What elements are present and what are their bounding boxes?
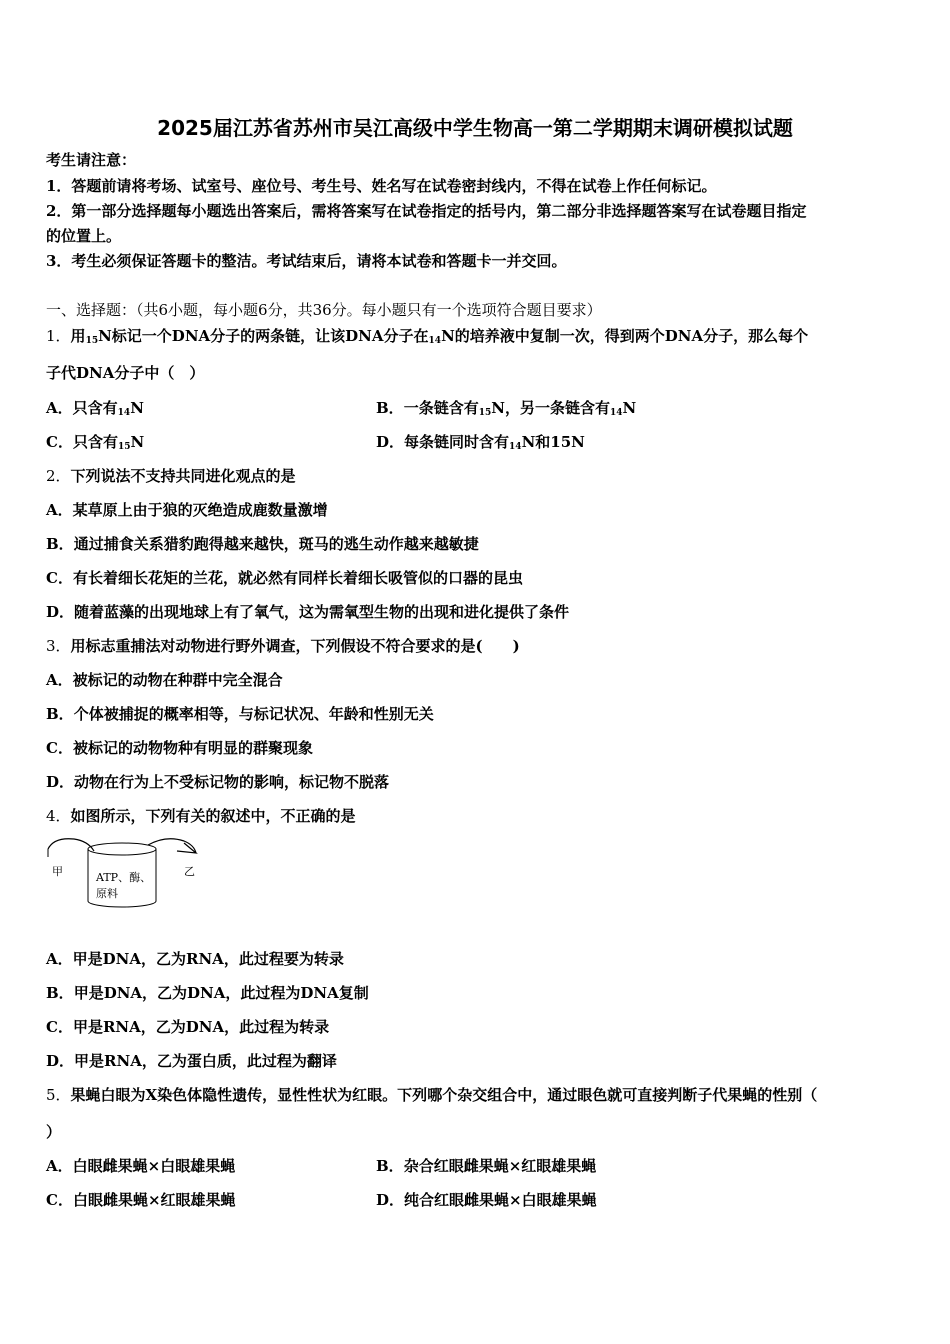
q1-option-b[interactable]: B．一条链含有$_{15}$N，另一条链含有$_{14}$N bbox=[376, 399, 637, 418]
question-5-stem: 5．果蝇白眼为X染色体隐性遗传，显性性状为红眼。下列哪个杂交组合中，通过眼色就可直接判断子代果蝇的性别（ bbox=[46, 1086, 818, 1104]
question-1-stem: 1．用$_{15}$N标记一个DNA分子的两条链，让该DNA分子在$_{14}$N的培养液中复制一次，得到两个DNA分子，那么每个 bbox=[46, 327, 809, 346]
notice-item: 1．答题前请将考场、试室号、座位号、考生号、姓名写在试卷密封线内，不得在试卷上作任何标记。 bbox=[46, 177, 717, 195]
q2-option-a[interactable]: A．某草原上由于狼的灭绝造成鹿数量激增 bbox=[46, 501, 328, 519]
question-4-stem: 4．如图所示，下列有关的叙述中，不正确的是 bbox=[46, 807, 356, 825]
q3-option-d[interactable]: D．动物在行为上不受标记物的影响，标记物不脱落 bbox=[46, 773, 390, 791]
question-2-stem: 2．下列说法不支持共同进化观点的是 bbox=[46, 467, 296, 485]
page-title: 2025届江苏省苏州市吴江高级中学生物高一第二学期期末调研模拟试题 bbox=[157, 116, 793, 140]
q2-option-b[interactable]: B．通过捕食关系猎豹跑得越来越快，斑马的逃生动作越来越敏捷 bbox=[46, 535, 479, 553]
q4-option-c[interactable]: C．甲是RNA，乙为DNA，此过程为转录 bbox=[46, 1018, 330, 1036]
notice-heading: 考生请注意： bbox=[46, 151, 137, 169]
process-diagram bbox=[44, 835, 214, 915]
section-heading: 一、选择题：（共6小题，每小题6分，共36分。每小题只有一个选项符合题目要求） bbox=[46, 301, 602, 319]
q3-option-b[interactable]: B．个体被捕捉的概率相等，与标记状况、年龄和性别无关 bbox=[46, 705, 434, 723]
q1-option-c[interactable]: C．只含有$_{15}$N bbox=[46, 433, 145, 452]
diagram-left-label: 甲 bbox=[52, 865, 63, 878]
diagram-inner-line2: 原料 bbox=[96, 887, 118, 900]
q1-option-d[interactable]: D．每条链同时含有$_{14}$N和15N bbox=[376, 433, 585, 452]
q3-option-c[interactable]: C．被标记的动物物种有明显的群聚现象 bbox=[46, 739, 313, 757]
question-number: 1． bbox=[46, 327, 71, 345]
q1-option-a[interactable]: A．只含有$_{14}$N bbox=[46, 399, 144, 418]
q5-option-a[interactable]: A．白眼雌果蝇×白眼雄果蝇 bbox=[46, 1157, 236, 1175]
notice-item: 2．第一部分选择题每小题选出答案后，需将答案写在试卷指定的括号内，第二部分非选择题答案写在试卷题目指定 bbox=[46, 202, 807, 220]
notice-item: 3．考生必须保证答题卡的整洁。考试结束后，请将本试卷和答题卡一并交回。 bbox=[46, 252, 567, 270]
q4-option-b[interactable]: B．甲是DNA，乙为DNA，此过程为DNA复制 bbox=[46, 984, 369, 1002]
q4-option-d[interactable]: D．甲是RNA，乙为蛋白质，此过程为翻译 bbox=[46, 1052, 337, 1070]
q3-option-a[interactable]: A．被标记的动物在种群中完全混合 bbox=[46, 671, 283, 689]
diagram-inner-line1: ATP、酶、 bbox=[96, 871, 152, 884]
q5-option-b[interactable]: B．杂合红眼雌果蝇×红眼雄果蝇 bbox=[376, 1157, 597, 1175]
q2-option-d[interactable]: D．随着蓝藻的出现地球上有了氧气，这为需氧型生物的出现和进化提供了条件 bbox=[46, 603, 570, 621]
q4-option-a[interactable]: A．甲是DNA，乙为RNA，此过程要为转录 bbox=[46, 950, 344, 968]
q5-option-c[interactable]: C．白眼雌果蝇×红眼雄果蝇 bbox=[46, 1191, 236, 1209]
notice-item: 的位置上。 bbox=[46, 227, 122, 245]
question-1-stem-cont: 子代DNA分子中（ ） bbox=[46, 364, 205, 382]
q2-option-c[interactable]: C．有长着细长花矩的兰花，就必然有同样长着细长吸管似的口器的昆虫 bbox=[46, 569, 523, 587]
question-5-stem-cont: ） bbox=[46, 1123, 62, 1141]
q5-option-d[interactable]: D．纯合红眼雌果蝇×白眼雄果蝇 bbox=[376, 1191, 597, 1209]
diagram-right-label: 乙 bbox=[184, 865, 195, 878]
question-3-stem: 3．用标志重捕法对动物进行野外调查，下列假设不符合要求的是( ) bbox=[46, 637, 520, 655]
